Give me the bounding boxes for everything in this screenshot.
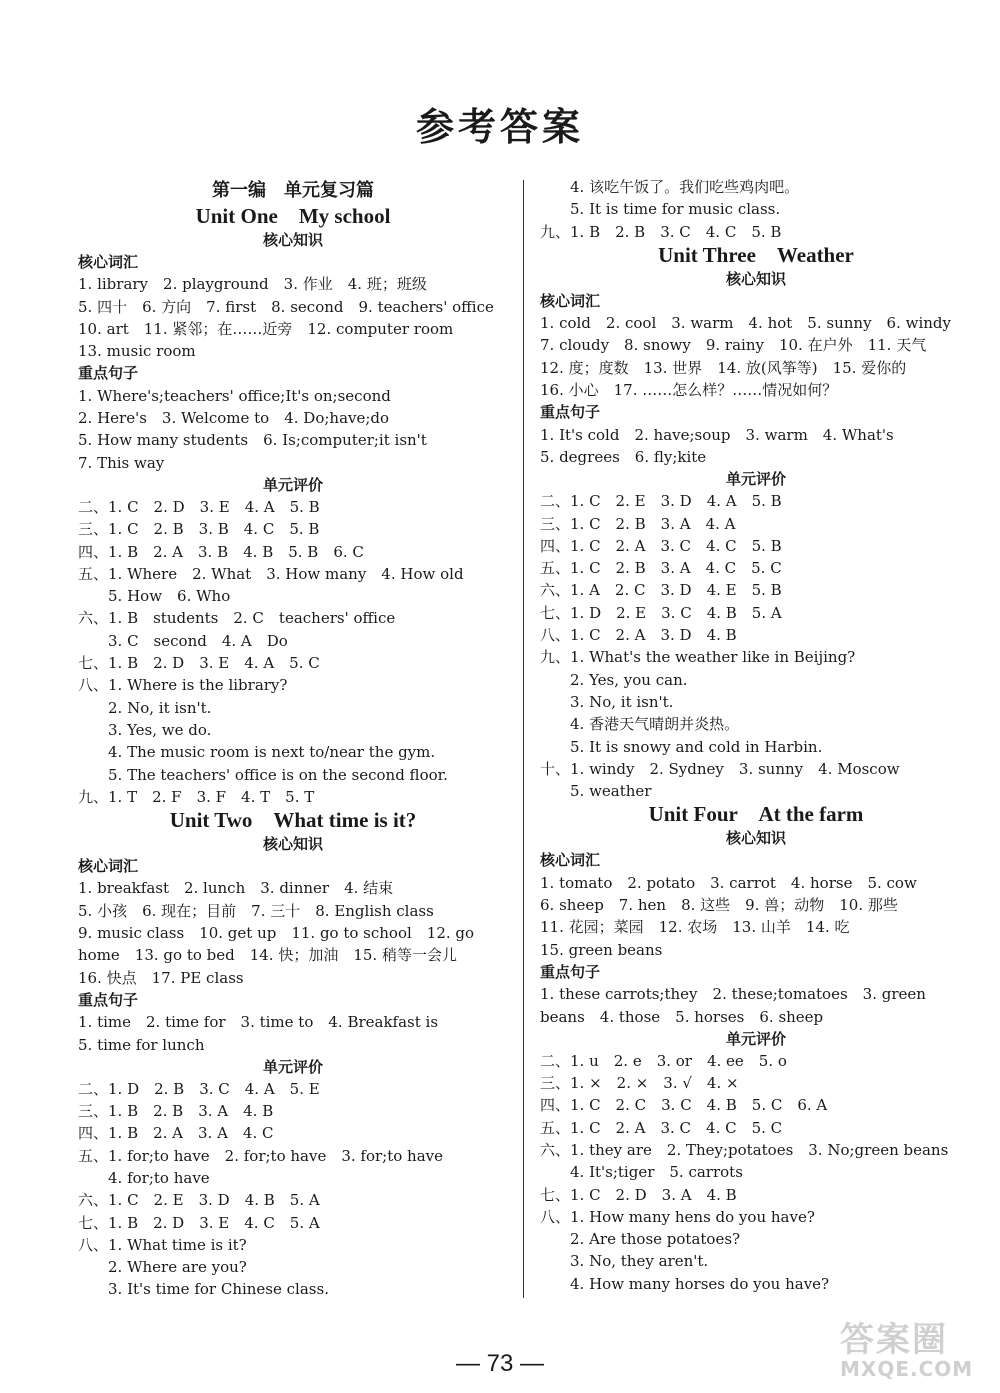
answer-line: 七、1. B 2. D 3. E 4. C 5. A [78,1213,320,1232]
answer-line: 1. Where's;teachers' office;It's on;second [78,386,391,405]
answer-line: 15. green beans [540,940,663,959]
answer-line: 7. cloudy 8. snowy 9. rainy 10. 在户外 11. 天气 [540,336,927,355]
answer-line: 九、1. B 2. B 3. C 4. C 5. B [540,222,782,241]
answer-line: 四、1. C 2. C 3. C 4. B 5. C 6. A [540,1096,828,1115]
left-column [78,178,508,1301]
answer-line: 3. C second 4. A Do [108,631,288,650]
answer-line: 八、1. C 2. A 3. D 4. B [540,626,737,645]
answer-line: 八、1. What time is it? [78,1235,247,1254]
answer-line: 四、1. C 2. A 3. C 4. C 5. B [540,536,782,555]
subsection-heading: 核心知识 [262,835,323,854]
answer-line: 5. How many students 6. Is;computer;it isn't [78,431,427,450]
answer-line: 4. for;to have [108,1168,210,1187]
answer-line: 六、1. B students 2. C teachers' office [78,609,396,628]
answer-line: 十、1. windy 2. Sydney 3. sunny 4. Moscow [540,759,900,778]
answer-line: 三、1. B 2. B 3. A 4. B [78,1102,274,1121]
answer-line: 八、1. How many hens do you have? [540,1207,815,1226]
subsection-heading: 单元评价 [725,1029,786,1048]
answer-line: 1. tomato 2. potato 3. carrot 4. horse 5. cow [540,873,917,892]
answer-line: 6. sheep 7. hen 8. 这些 9. 兽；动物 10. 那些 [540,896,898,915]
answer-line: 1. breakfast 2. lunch 3. dinner 4. 结束 [78,879,394,898]
answer-line: 五、1. for;to have 2. for;to have 3. for;to have [78,1146,444,1165]
answer-line: 1. time 2. time for 3. time to 4. Breakfast is [78,1013,439,1032]
unit-heading: Unit Three Weather [658,242,854,267]
column-divider [523,180,524,1298]
answer-line: 四、1. B 2. A 3. B 4. B 5. B 6. C [78,542,364,561]
answer-line: 2. No, it isn't. [108,698,212,717]
answer-line: 2. Here's 3. Welcome to 4. Do;have;do [78,409,390,428]
watermark-logo [840,1312,990,1387]
category-heading: 重点句子 [78,990,139,1009]
category-heading: 核心词汇 [540,851,601,870]
answer-line: 4. It's;tiger 5. carrots [570,1163,743,1182]
category-heading: 核心词汇 [78,253,139,271]
answer-line: 12. 度；度数 13. 世界 14. 放(风筝等) 15. 爱你的 [540,358,907,377]
answer-line: 五、1. C 2. A 3. C 4. C 5. C [540,1118,783,1137]
answer-line: 4. 该吃午饭了。我们吃些鸡肉吧。 [570,178,800,196]
answer-line: 5. It is time for music class. [570,200,781,219]
answer-line: 7. This way [78,453,165,472]
answer-line: 5. The teachers' office is on the second floor. [108,765,448,784]
answer-line: 5. How 6. Who [108,587,231,606]
answer-line: 1. these carrots;they 2. these;tomatoes 3. green [540,985,926,1004]
category-heading: 重点句子 [540,962,601,981]
answer-line: 5. degrees 6. fly;kite [540,447,707,466]
answer-line: 2. Where are you? [108,1258,247,1277]
answer-line: 七、1. D 2. E 3. C 4. B 5. A [540,603,782,622]
answer-line: 3. It's time for Chinese class. [108,1280,329,1299]
answer-line: 六、1. C 2. E 3. D 4. B 5. A [78,1191,320,1210]
answer-line: 八、1. Where is the library? [78,676,288,695]
answer-line: beans 4. those 5. horses 6. sheep [540,1007,824,1026]
subsection-heading: 核心知识 [262,231,323,249]
answer-line: 六、1. A 2. C 3. D 4. E 5. B [540,581,782,600]
answer-line: 5. It is snowy and cold in Harbin. [570,737,823,756]
answer-line: 三、1. × 2. × 3. √ 4. × [540,1074,739,1093]
answer-line: 16. 小心 17. ……怎么样？……情况如何？ [540,381,838,400]
page-title: 参考答案 [415,105,584,149]
answer-line: 五、1. C 2. B 3. A 4. C 5. C [540,559,782,578]
answer-line: 10. art 11. 紧邻；在……近旁 12. computer room [78,319,454,338]
answer-line: 七、1. B 2. D 3. E 4. A 5. C [78,654,320,673]
watermark-text: 答案圈 [840,1320,948,1360]
answer-line: 5. time for lunch [78,1035,205,1054]
page-number: — 73 — [455,1350,545,1377]
category-heading: 重点句子 [540,403,601,422]
answer-line: 11. 花园；菜园 12. 农场 13. 山羊 14. 吃 [540,918,850,937]
answer-line: 2. Yes, you can. [570,670,688,689]
answer-line: 5. 四十 6. 方向 7. first 8. second 9. teachers' office [78,297,494,316]
answer-line: 五、1. Where 2. What 3. How many 4. How old [78,564,464,583]
answer-line: 三、1. C 2. B 3. A 4. A [540,514,736,533]
section-heading: 第一编 单元复习篇 [212,180,374,201]
unit-heading: Unit Four At the farm [648,802,864,827]
answer-line: 二、1. u 2. e 3. or 4. ee 5. o [540,1051,787,1070]
answer-line: 5. weather [570,782,652,801]
subsection-heading: 核心知识 [725,269,786,288]
category-heading: 核心词汇 [540,291,601,310]
category-heading: 核心词汇 [78,857,139,876]
answer-line: 六、1. they are 2. They;potatoes 3. No;green beans [540,1140,949,1159]
answer-line: 三、1. C 2. B 3. B 4. C 5. B [78,520,320,539]
answer-line: 5. 小孩 6. 现在；目前 7. 三十 8. English class [78,901,434,920]
answer-line: home 13. go to bed 14. 快；加油 15. 稍等一会儿 [78,946,457,965]
answer-line: 3. No, it isn't. [570,692,674,711]
subsection-heading: 单元评价 [725,470,786,489]
subsection-heading: 单元评价 [262,475,323,494]
answer-line: 四、1. B 2. A 3. A 4. C [78,1124,274,1143]
answer-line: 13. music room [78,342,196,361]
subsection-heading: 核心知识 [725,829,786,848]
answer-line: 16. 快点 17. PE class [78,968,244,987]
answer-line: 七、1. C 2. D 3. A 4. B [540,1185,737,1204]
answer-line: 4. How many horses do you have? [570,1274,830,1293]
unit-heading: Unit Two What time is it? [169,808,417,833]
answer-line: 九、1. What's the weather like in Beijing? [540,648,856,667]
watermark-url: MXQE.COM [840,1357,974,1381]
unit-heading: Unit One My school [195,204,391,228]
answer-line: 1. library 2. playground 3. 作业 4. 班；班级 [78,275,427,294]
answer-line: 2. Are those potatoes? [570,1230,741,1249]
subsection-heading: 单元评价 [262,1057,323,1076]
answer-line: 二、1. D 2. B 3. C 4. A 5. E [78,1079,320,1098]
answer-line: 9. music class 10. get up 11. go to school 12. go [78,924,475,943]
answer-line: 九、1. T 2. F 3. F 4. T 5. T [78,787,315,806]
answer-line: 1. It's cold 2. have;soup 3. warm 4. What's [540,425,894,444]
answer-line: 4. 香港天气晴朗并炎热。 [570,715,740,734]
answer-line: 3. No, they aren't. [570,1252,709,1271]
answer-line: 二、1. C 2. D 3. E 4. A 5. B [78,497,320,516]
answer-line: 3. Yes, we do. [108,720,212,739]
answer-line: 二、1. C 2. E 3. D 4. A 5. B [540,492,782,511]
category-heading: 重点句子 [78,364,139,383]
right-column [540,176,972,1295]
answer-line: 4. The music room is next to/near the gym. [108,743,436,762]
answer-line: 1. cold 2. cool 3. warm 4. hot 5. sunny 6. windy [540,314,951,333]
